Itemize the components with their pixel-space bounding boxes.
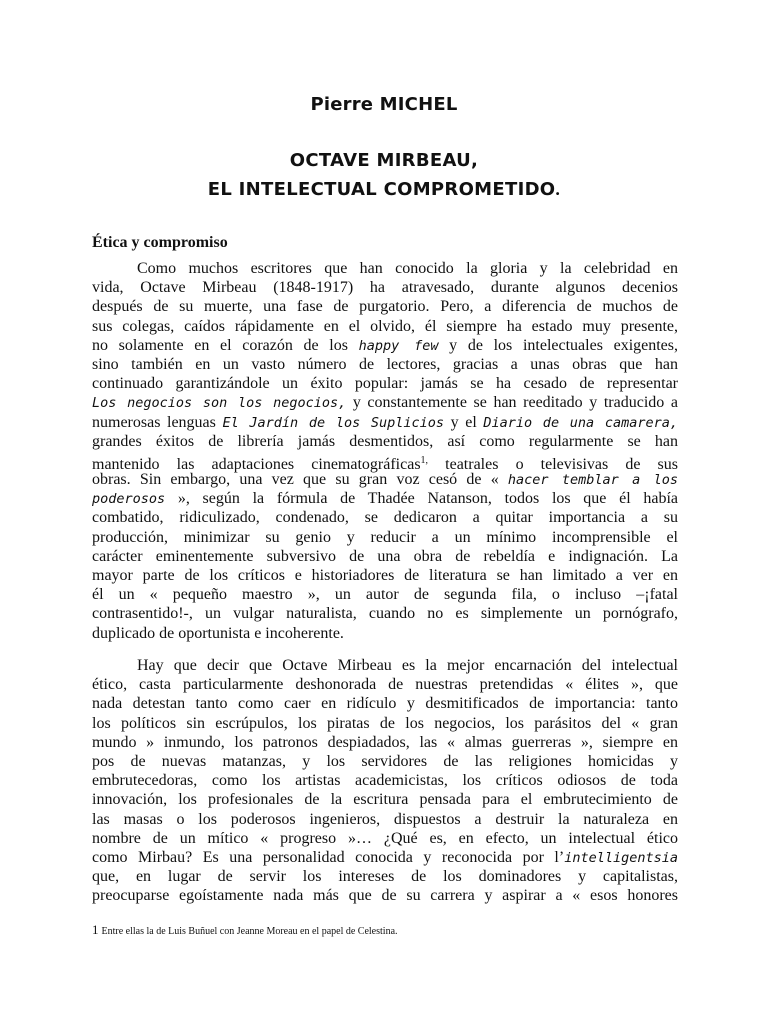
paragraph-line: que, en lugar de servir los intereses de los dominadores y capitalistas,	[92, 868, 678, 886]
italic-phrase: intelligentsia	[564, 849, 678, 866]
paragraph-line: nada detestan tanto como caer en ridículo y desmitificados de importancia: tanto	[92, 695, 678, 713]
title-line-2	[0, 179, 768, 200]
paragraph-line: pos de nuevas matanzas, y los servidores de las religiones homicidas y	[92, 752, 678, 770]
footnote-ref[interactable]: 1,	[420, 454, 429, 466]
italic-phrase: Diario de una camarera,	[483, 414, 678, 431]
text-run: como Mirbau? Es una personalidad conocida y reconocida por l’	[92, 848, 565, 866]
paragraph-line: él un « pequeño maestro », un autor de segunda fila, o incluso –¡fatal	[92, 586, 678, 604]
title-line-2-text: EL INTELECTUAL COMPROMETIDO	[207, 179, 556, 200]
footnote-text: Entre ellas la de Luis Buñuel con Jeanne Moreau en el papel de Celestina.	[101, 926, 398, 937]
title-period: .	[555, 179, 561, 199]
paragraph-line: nombre de un mítico « progreso »… ¿Qué es, en efecto, un intelectual ético	[92, 829, 678, 847]
paragraph-line	[92, 413, 678, 432]
paragraph-line: producción, minimizar su genio y reducir a un mínimo incomprensible el	[92, 528, 678, 546]
paragraph-line: Hay que decir que Octave Mirbeau es la mejor encarnación del intelectual	[137, 657, 678, 674]
paragraph-line: vida, Octave Mirbeau (1848-1917) ha atravesado, durante algunos decenios	[92, 279, 678, 297]
paragraph-line: después de su muerte, una fase de purgatorio. Pero, a diferencia de muchos de	[92, 298, 678, 316]
paragraph-line: combatido, ridiculizado, condenado, se dedicaron a quitar importancia a su	[92, 509, 678, 527]
author-name: Pierre MICHEL	[310, 94, 458, 115]
text-run: numerosas lenguas	[92, 413, 223, 431]
paragraph-line	[92, 393, 678, 412]
title-line-1: OCTAVE MIRBEAU,	[289, 150, 479, 171]
paragraph-line: los políticos sin escrúpulos, los piratas de los negocios, los parásitos del « gran	[92, 714, 678, 732]
italic-phrase: poderosos	[92, 491, 166, 508]
section-heading: Ética y compromiso	[92, 234, 228, 251]
paragraph-line: contrasentido!-, un vulgar naturalista, cuando no es simplemente un pornógrafo,	[92, 605, 678, 623]
italic-phrase: Los negocios son los negocios,	[92, 395, 347, 412]
text-run: no solamente en el corazón de los	[92, 336, 359, 354]
paragraph-2	[92, 656, 678, 905]
italic-phrase: El Jardín de los Suplicios	[222, 414, 445, 431]
text-run: y de los intelectuales exigentes,	[438, 336, 679, 354]
paragraph-line	[92, 470, 678, 489]
paragraph-line: carácter eminentemente subversivo de una obra de rebeldía e indignación. La	[92, 547, 678, 565]
paragraph-line: Como muchos escritores que han conocido la gloria y la celebridad en	[137, 260, 678, 277]
paragraph-line: embrutecedoras, como los artistas academicistas, los críticos odiosos de toda	[92, 772, 678, 790]
paragraph-line: innovación, los profesionales de la escritura pensada para el embrutecimiento de	[92, 791, 678, 809]
text-run: teatrales o televisivas de sus	[428, 455, 678, 473]
paragraph-line: mayor parte de los críticos e historiadores de literatura se han limitado a ver en	[92, 567, 678, 584]
paragraph-line: grandes éxitos de librería jamás desmentidos, así como regularmente se han	[92, 432, 678, 450]
footnote-number: 1	[92, 922, 99, 937]
paragraph-line	[92, 848, 678, 867]
italic-phrase: hacer temblar a los	[507, 472, 678, 489]
paragraph-line: ético, casta particularmente deshonorada de nuestras pretendidas « élites », que	[92, 676, 678, 694]
paragraph-line: preocuparse egoístamente nada más que de su carrera y aspirar a « esos honores	[92, 887, 678, 905]
text-run: y constantemente se han reeditado y traducido a	[346, 394, 678, 412]
text-run: mantenido las adaptaciones cinematográficas	[92, 455, 421, 473]
paragraph-line	[92, 451, 678, 473]
paragraph-line: sino también en un vasto número de lectores, gracias a unas obras que han	[92, 355, 678, 373]
text-run: obras. Sin embargo, una vez que su gran voz cesó de «	[92, 471, 508, 489]
paragraph-line: las masas o los poderosos ingenieros, dispuestos a destruir la naturaleza en	[92, 810, 678, 828]
paragraph-line	[92, 489, 678, 508]
paragraph-line: duplicado de oportunista e incoherente.	[92, 624, 344, 642]
paragraph-line	[92, 336, 678, 355]
italic-phrase: happy few	[358, 337, 439, 354]
footnote	[92, 922, 398, 938]
text-run: y el	[444, 413, 484, 431]
paragraph-line: mundo » inmundo, los patronos despiadados, las « almas guerreras », siempre en	[92, 733, 678, 751]
paragraph-1	[92, 259, 678, 643]
paragraph-line: continuado garantizándole un éxito popular: jamás se ha cesado de representar	[92, 375, 678, 393]
text-run: », según la fórmula de Thadée Natanson, todos los que él había	[165, 490, 678, 508]
paragraph-line: sus colegas, caídos rápidamente en el olvido, él siempre ha estado muy presente,	[92, 317, 678, 335]
